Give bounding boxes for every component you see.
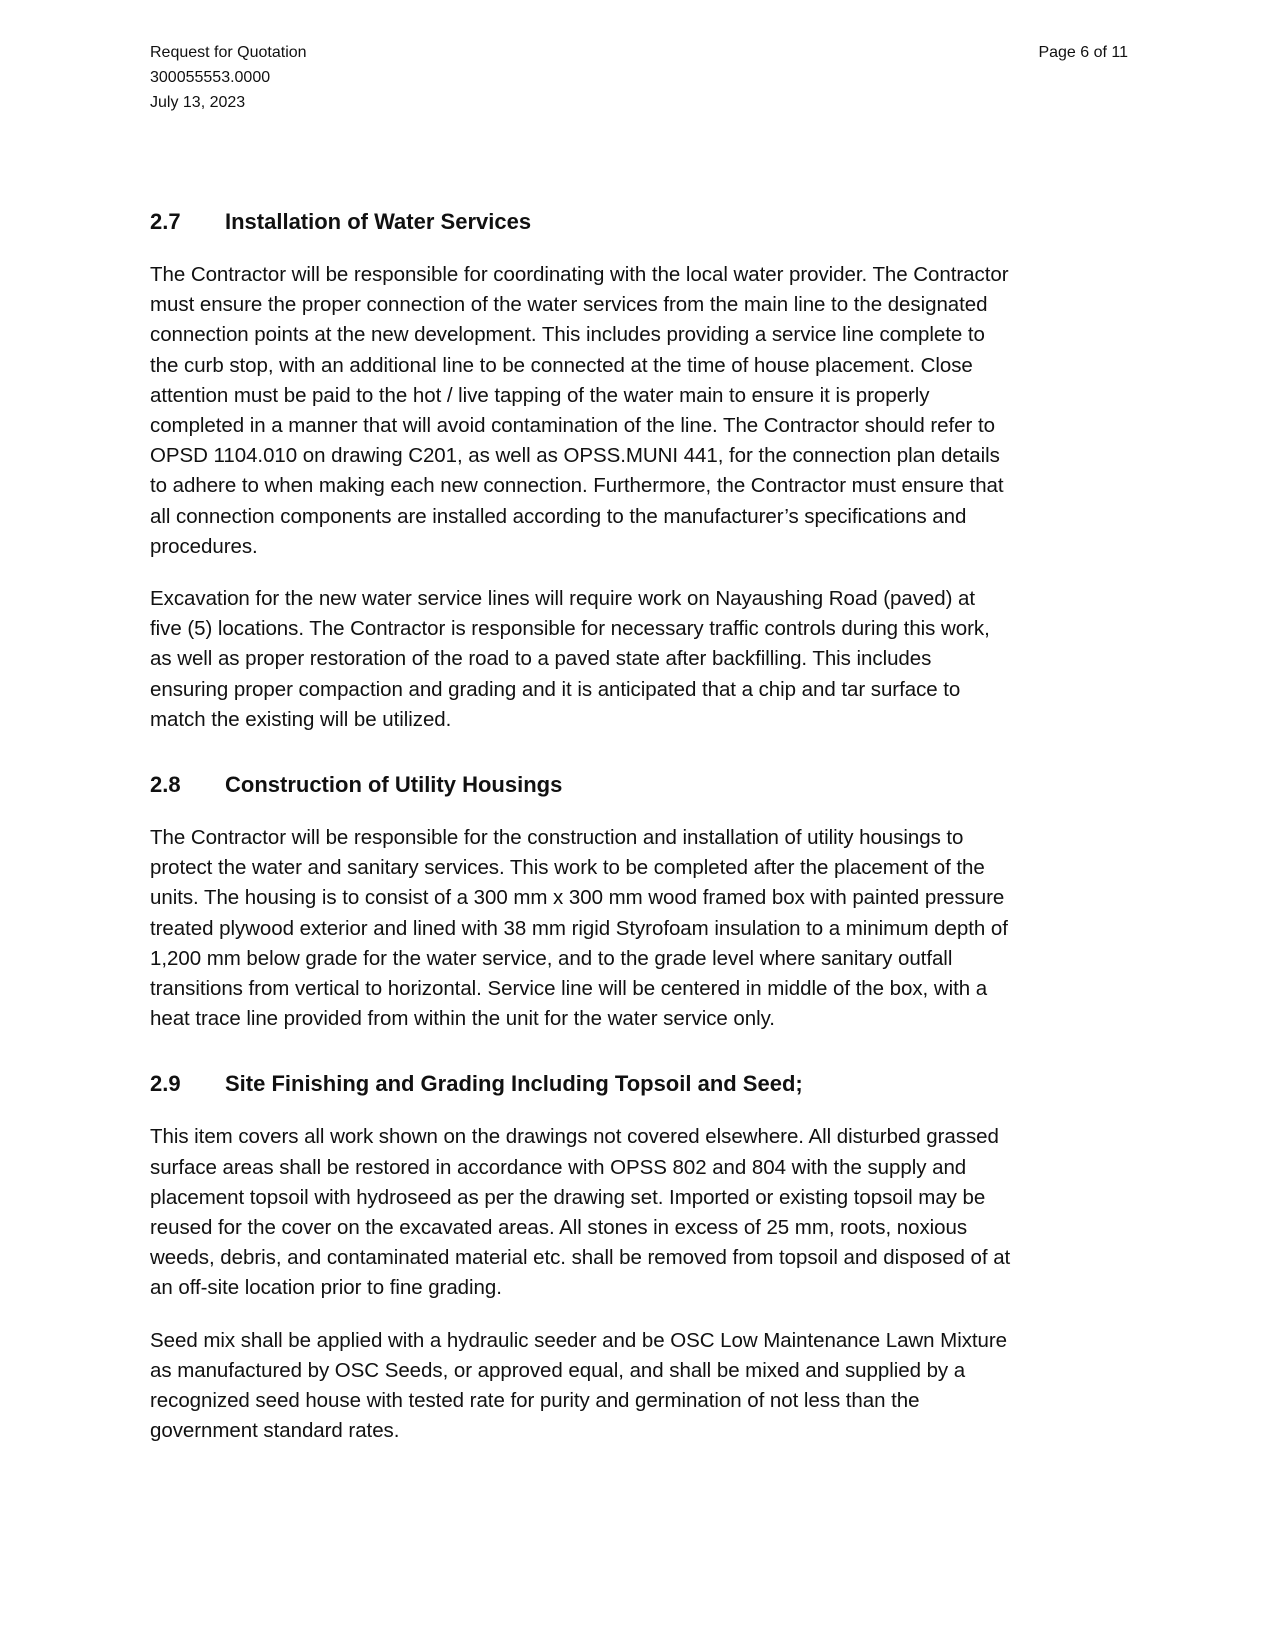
reference-number: 300055553.0000 [150,69,271,86]
section-number: 2.9 [150,1071,181,1097]
text-line: treated plywood exterior and lined with 38 mm rigid Styrofoam insulation to a minimum depth of [150,916,1008,940]
text-line: all connection components are installed according to the manufacturer’s specifications and [150,504,967,528]
text-line: 1,200 mm below grade for the water service, and to the grade level where sanitary outfall [150,946,953,970]
text-line: This item covers all work shown on the drawings not covered elsewhere. All disturbed grassed [150,1125,999,1149]
text-line: recognized seed house with tested rate for purity and germination of not less than the [150,1389,920,1413]
text-line: The Contractor will be responsible for the construction and installation of utility housings to [150,826,964,850]
text-line: The Contractor will be responsible for coordinating with the local water provider. The Contractor [150,263,1009,286]
section-title: Construction of Utility Housings [225,772,563,798]
text-line: reused for the cover on the excavated areas. All stones in excess of 25 mm, roots, noxious [150,1216,968,1240]
section-heading [150,1070,1130,1098]
text-line: transitions from vertical to horizontal. Service line will be centered in middle of the box, with a [150,977,988,1001]
text-line: Excavation for the new water service lines will require work on Nayaushing Road (paved) at [150,587,976,611]
paragraph [150,1326,1130,1447]
section-number: 2.7 [150,209,181,234]
text-line: heat trace line provided from within the unit for the water service only. [150,1007,775,1031]
text-line: connection points at the new development. This includes providing a service line complete to [150,323,985,347]
text-line: to adhere to when making each new connection. Furthermore, the Contractor must ensure that [150,474,1004,498]
text-line: protect the water and sanitary services. This work to be completed after the placement of the [150,856,985,880]
section-heading [150,208,1130,236]
page-header [150,40,1128,115]
text-line: procedures. [150,534,258,558]
text-line: ensuring proper compaction and grading and it is anticipated that a chip and tar surface to [150,677,961,701]
text-line: placement topsoil with hydroseed as per the drawing set. Imported or existing topsoil may be [150,1185,986,1209]
page-indicator: Page 6 of 11 [1038,44,1128,61]
text-line: five (5) locations. The Contractor is responsible for necessary traffic controls during this work, [150,617,990,641]
document-body [150,208,1130,1447]
paragraph [150,260,1130,562]
text-line: weeds, debris, and contaminated material etc. shall be removed from topsoil and disposed of at [150,1246,1011,1270]
paragraph [150,1122,1130,1303]
section-2-7 [150,208,1130,735]
text-line: as well as proper restoration of the road to a paved state after backfilling. This includes [150,647,932,671]
document-title: Request for Quotation [150,44,307,61]
section-2-9 [150,1070,1130,1446]
header-left [150,40,1128,115]
text-line: government standard rates. [150,1419,400,1443]
paragraph [150,584,1130,735]
document-date: July 13, 2023 [150,94,246,111]
text-line: OPSD 1104.010 on drawing C201, as well as OPSS.MUNI 441, for the connection plan details [150,444,1000,468]
text-line: must ensure the proper connection of the water services from the main line to the designated [150,293,988,317]
section-heading [150,771,1130,799]
text-line: attention must be paid to the hot / live tapping of the water main to ensure it is properly [150,383,930,407]
text-line: units. The housing is to consist of a 300 mm x 300 mm wood framed box with painted pressure [150,886,1005,910]
text-line: completed in a manner that will avoid contamination of the line. The Contractor should refer to [150,414,995,438]
text-line: Seed mix shall be applied with a hydraulic seeder and be OSC Low Maintenance Lawn Mixture [150,1328,1008,1352]
paragraph [150,823,1130,1034]
section-title: Installation of Water Services [225,209,532,234]
text-line: as manufactured by OSC Seeds, or approved equal, and shall be mixed and supplied by a [150,1358,966,1382]
text-line: surface areas shall be restored in accordance with OPSS 802 and 804 with the supply and [150,1155,967,1179]
text-line: match the existing will be utilized. [150,707,452,731]
text-line: the curb stop, with an additional line to be connected at the time of house placement. Close [150,353,973,377]
section-number: 2.8 [150,772,181,798]
text-line: an off-site location prior to fine grading. [150,1276,502,1300]
section-2-8 [150,771,1130,1034]
section-title: Site Finishing and Grading Including Topsoil and Seed; [225,1071,803,1097]
